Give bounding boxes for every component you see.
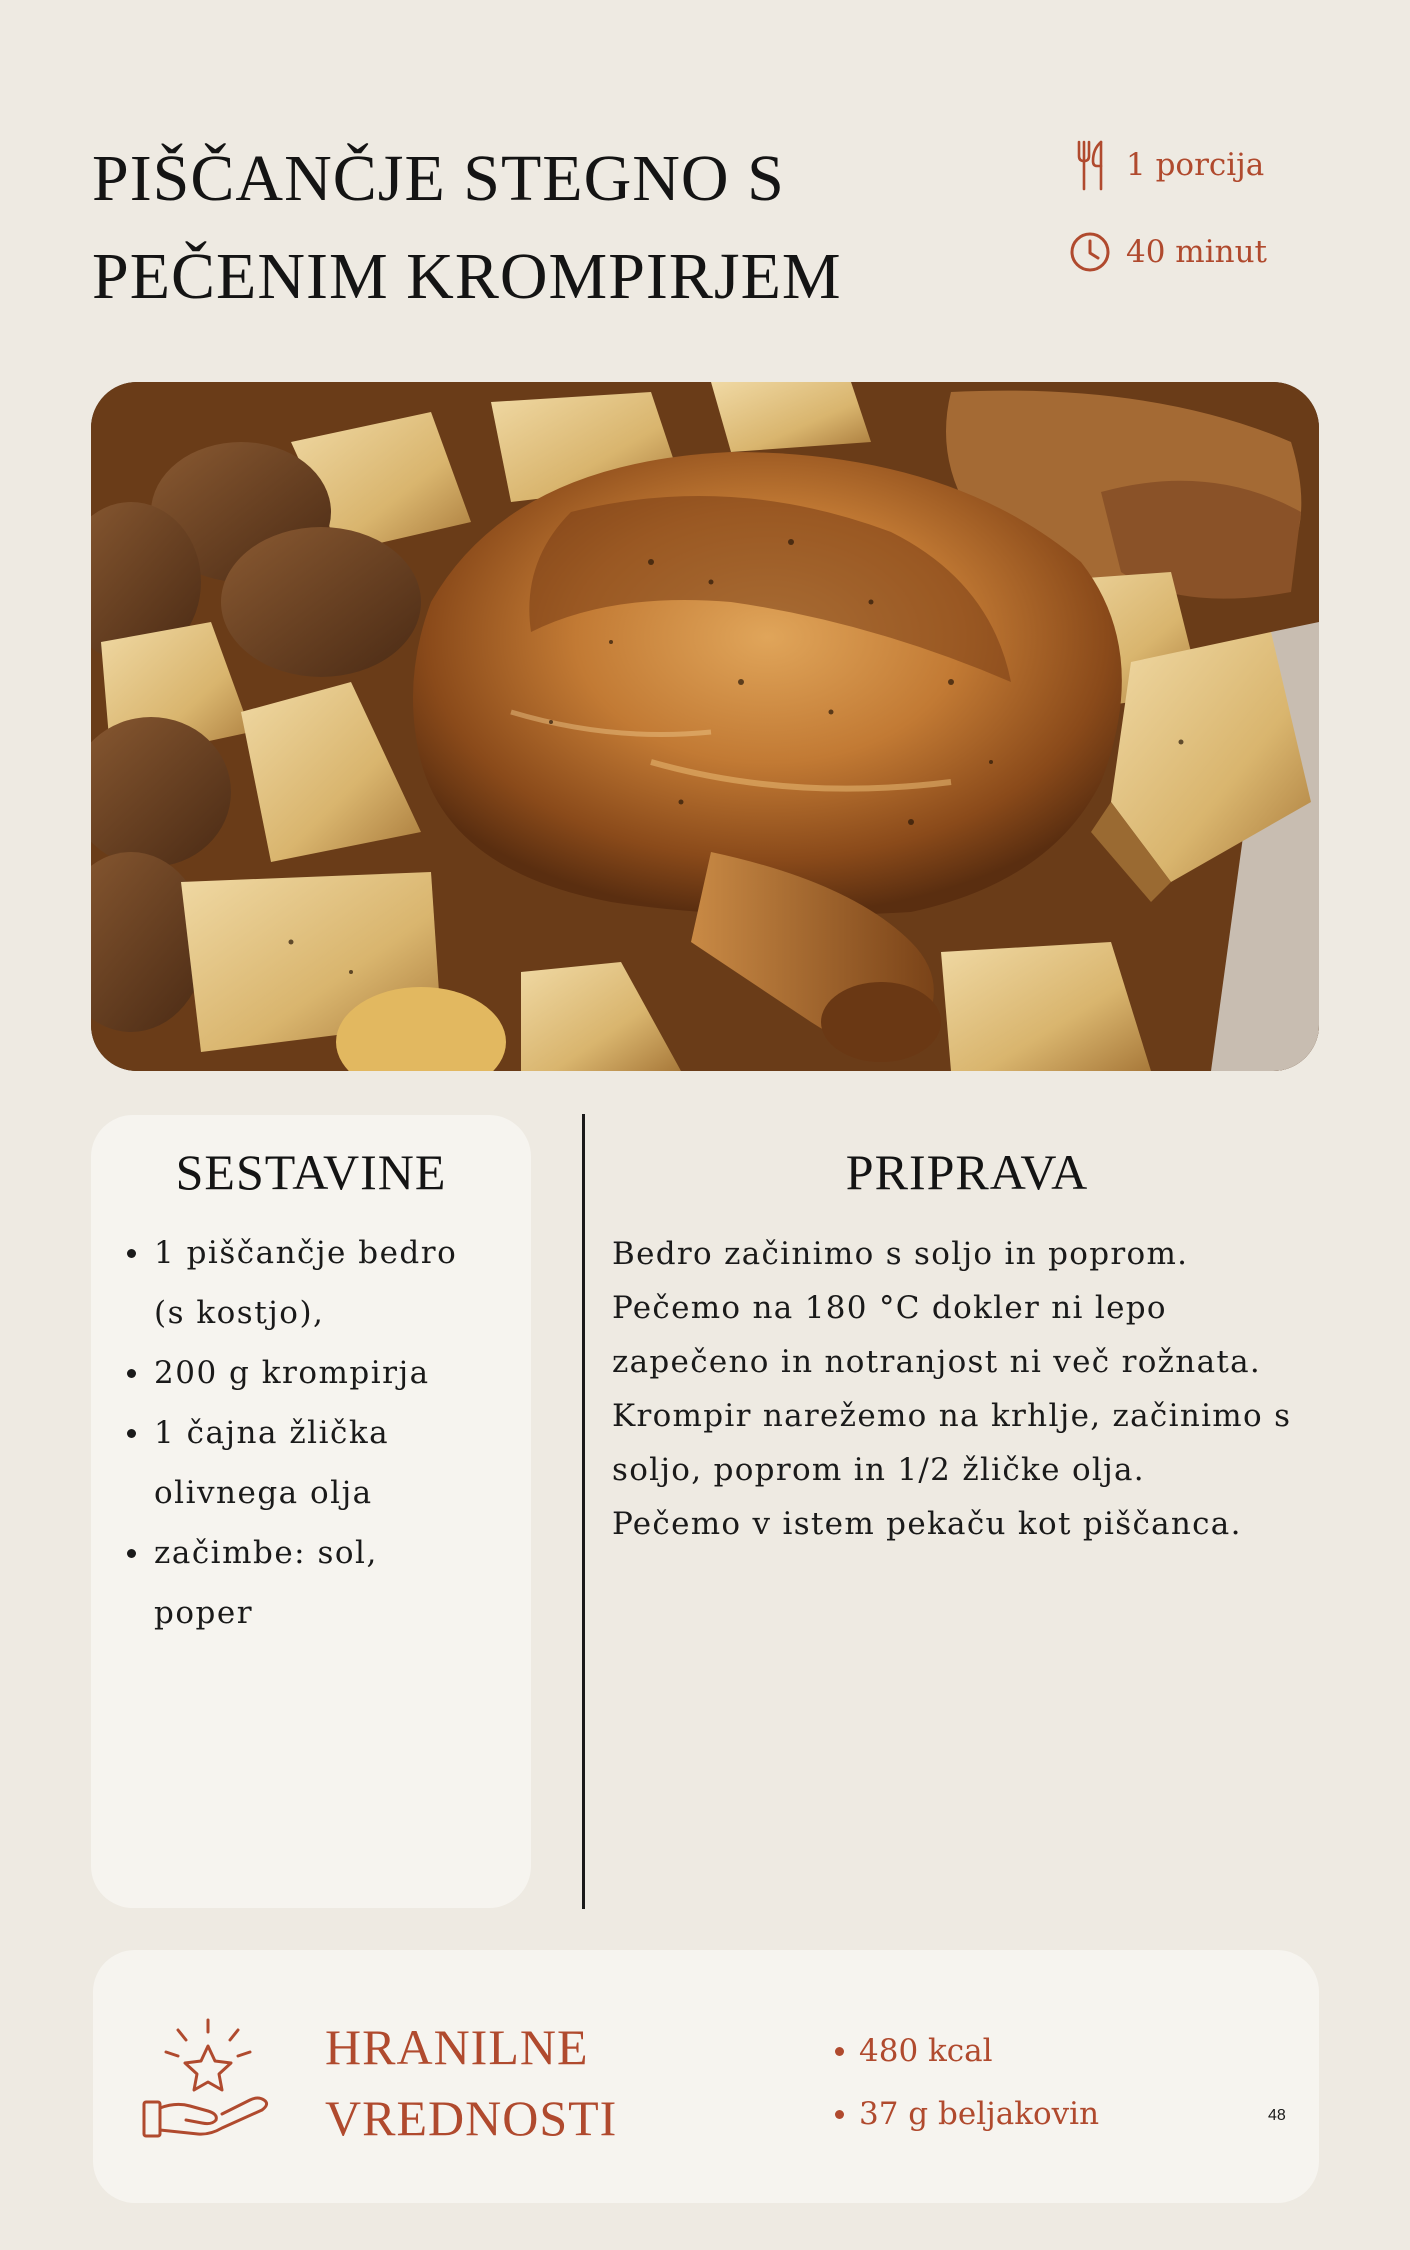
preparation-section — [612, 1115, 1322, 1551]
ingredient-text: 1 čajna žlička — [154, 1415, 390, 1451]
recipe-meta — [1068, 130, 1267, 304]
nutrition-heading — [325, 2012, 685, 2154]
ingredient-text: 1 piščančje bedro — [154, 1235, 458, 1271]
preparation-line: Krompir narežemo na krhlje, začinimo s — [612, 1398, 1292, 1434]
fork-knife-icon — [1068, 139, 1112, 191]
recipe-title — [92, 130, 992, 326]
ingredient-text: 200 g krompirja — [154, 1355, 430, 1391]
portions-row — [1068, 130, 1267, 200]
ingredient-text: začimbe: sol, — [154, 1535, 378, 1571]
nutrition-heading-line-2: VREDNOSTI — [325, 2090, 618, 2146]
preparation-line: soljo, poprom in 1/2 žličke olja. — [612, 1452, 1145, 1488]
portions-text: 1 porcija — [1126, 147, 1265, 183]
ingredients-list — [91, 1223, 531, 1643]
time-text: 40 minut — [1126, 234, 1267, 270]
roasted-chicken-illustration — [91, 382, 1319, 1071]
ingredient-item — [154, 1403, 511, 1523]
preparation-line: Bedro začinimo s soljo in poprom. — [612, 1236, 1189, 1272]
ingredient-text: (s kostjo), — [154, 1295, 325, 1331]
recipe-title-line-2: PEČENIM KROMPIRJEM — [92, 240, 842, 313]
time-row — [1068, 217, 1267, 287]
recipe-photo — [91, 382, 1319, 1071]
preparation-text — [612, 1227, 1322, 1551]
recipe-title-line-1: PIŠČANČJE STEGNO S — [92, 142, 785, 215]
ingredient-item — [154, 1523, 511, 1643]
ingredient-item — [154, 1343, 511, 1403]
ingredients-heading: SESTAVINE — [175, 1144, 447, 1200]
ingredients-card — [91, 1115, 531, 1908]
ingredient-item — [154, 1223, 511, 1343]
preparation-line: Pečemo na 180 °C dokler ni lepo — [612, 1290, 1167, 1326]
ingredient-text: poper — [154, 1595, 254, 1631]
nutrition-heading-line-1: HRANILNE — [325, 2019, 589, 2075]
preparation-line: Pečemo v istem pekaču kot piščanca. — [612, 1506, 1242, 1542]
preparation-line: zapečeno in notranjost ni več rožnata. — [612, 1344, 1262, 1380]
nutrition-card — [93, 1950, 1319, 2203]
clock-icon — [1068, 226, 1112, 278]
nutrition-item-kcal: 480 kcal — [859, 2020, 1099, 2083]
hand-star-icon — [138, 2008, 278, 2148]
column-divider — [582, 1114, 585, 1909]
nutrition-list — [859, 2020, 1099, 2146]
nutrition-item-protein: 37 g beljakovin — [859, 2083, 1099, 2146]
page-number: 48 — [1268, 2107, 1286, 2124]
ingredient-text: olivnega olja — [154, 1475, 373, 1511]
preparation-heading: PRIPRAVA — [845, 1144, 1089, 1200]
